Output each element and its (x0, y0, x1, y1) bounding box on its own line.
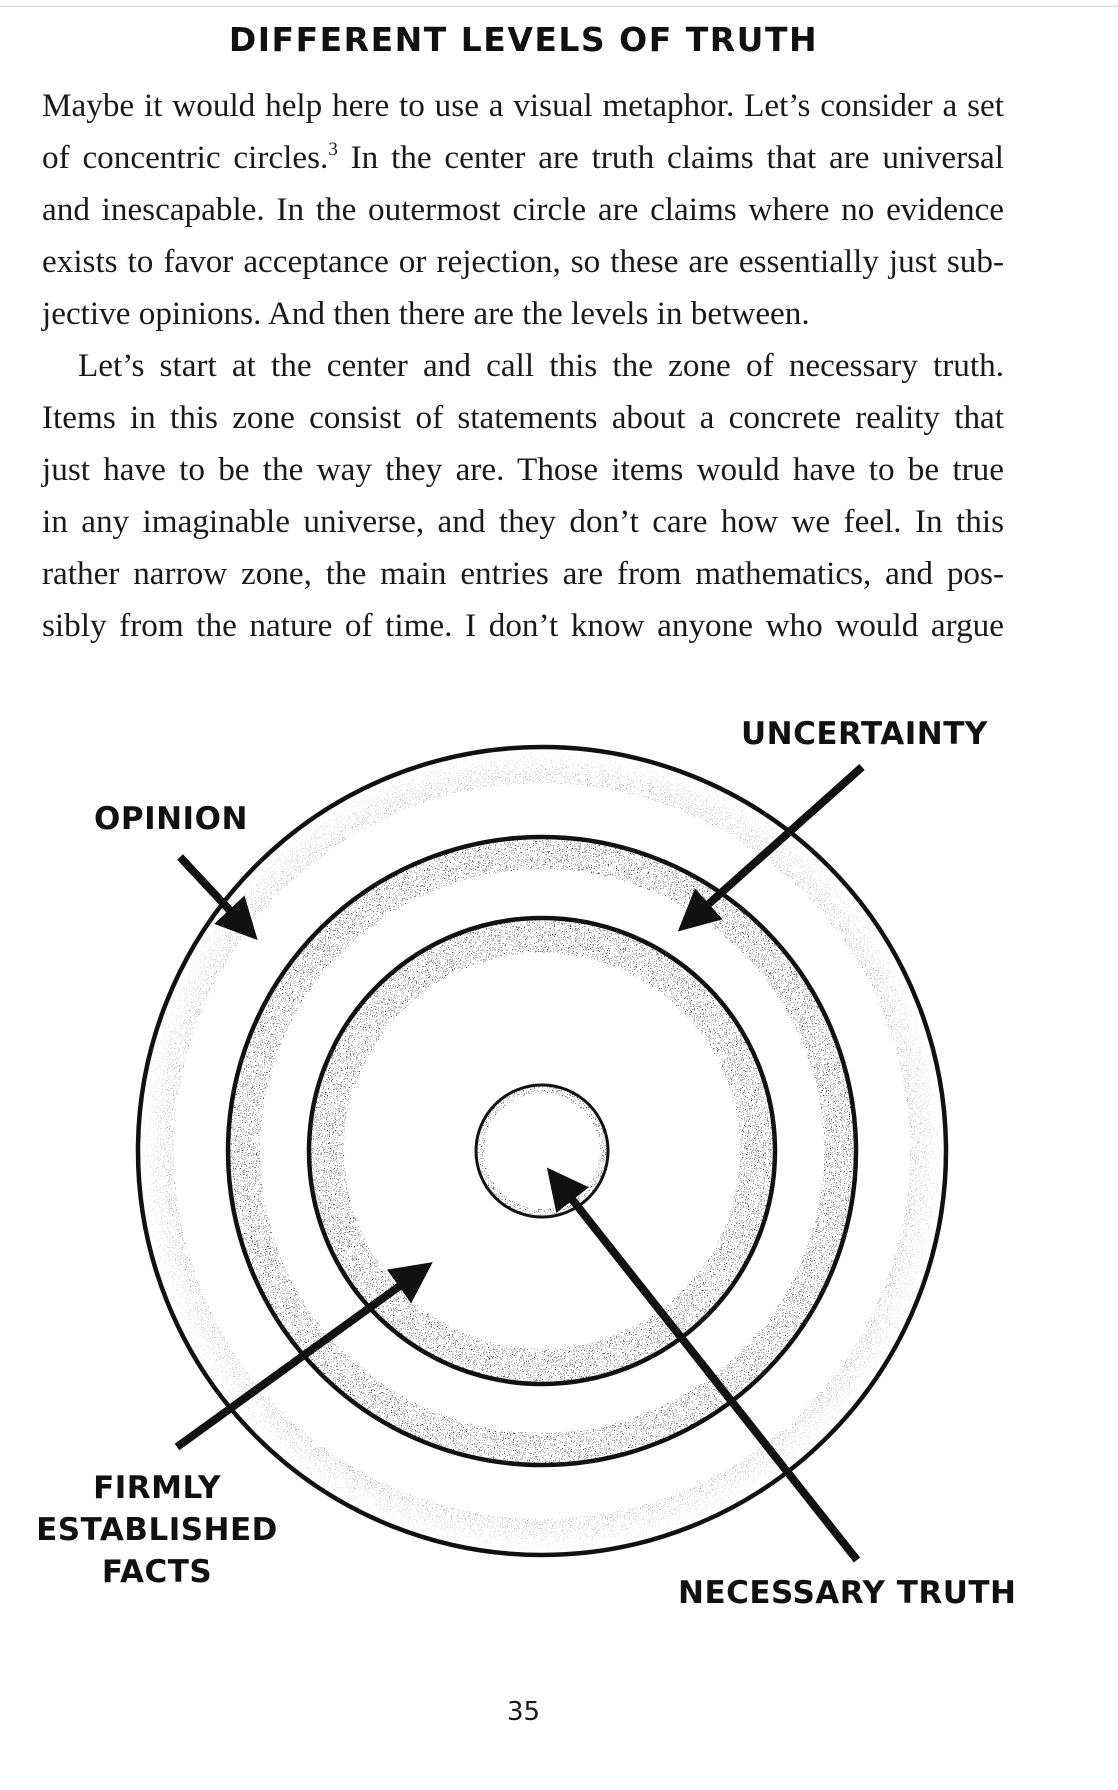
firmly-established-facts-label-line2: ESTABLISHED (36, 1512, 278, 1548)
section-heading: DIFFERENT LEVELS OF TRUTH (228, 20, 819, 59)
text-line: rather narrow zone, the main entries are from mathematics, and pos- (42, 555, 1004, 592)
text-fragment: of concentric circles. (42, 139, 329, 176)
text-line: jective opinions. And then there are the levels in between. (42, 295, 810, 332)
text-line: exists to favor acceptance or rejection, so these are essentially just sub- (42, 243, 1004, 280)
opinion-label: OPINION (94, 801, 248, 837)
text-line: just have to be the way they are. Those items would have to be true (42, 451, 1004, 488)
firmly-established-facts-label-line3: FACTS (101, 1554, 213, 1590)
footnote-reference[interactable]: 3 (328, 139, 338, 160)
text-line: and inescapable. In the outermost circle are claims where no evidence (42, 191, 1004, 228)
text-line: Let’s start at the center and call this the zone of necessary truth. (78, 347, 1004, 384)
page-number: 35 (506, 1697, 541, 1727)
firmly-established-facts-label-line1: FIRMLY (93, 1470, 221, 1506)
text-line: Maybe it would help here to use a visual metaphor. Let’s consider a set (42, 87, 1004, 124)
necessary-truth-label: NECESSARY TRUTH (678, 1575, 1017, 1611)
text-line: Items in this zone consist of statements about a concrete reality that (42, 399, 1004, 436)
text-line: sibly from the nature of time. I don’t know anyone who would argue (42, 607, 1004, 644)
text-line: in any imaginable universe, and they don’t care how we feel. In this (42, 503, 1004, 540)
text-fragment: In the center are truth claims that are universal (337, 139, 1004, 176)
uncertainty-label: UNCERTAINTY (741, 716, 988, 752)
